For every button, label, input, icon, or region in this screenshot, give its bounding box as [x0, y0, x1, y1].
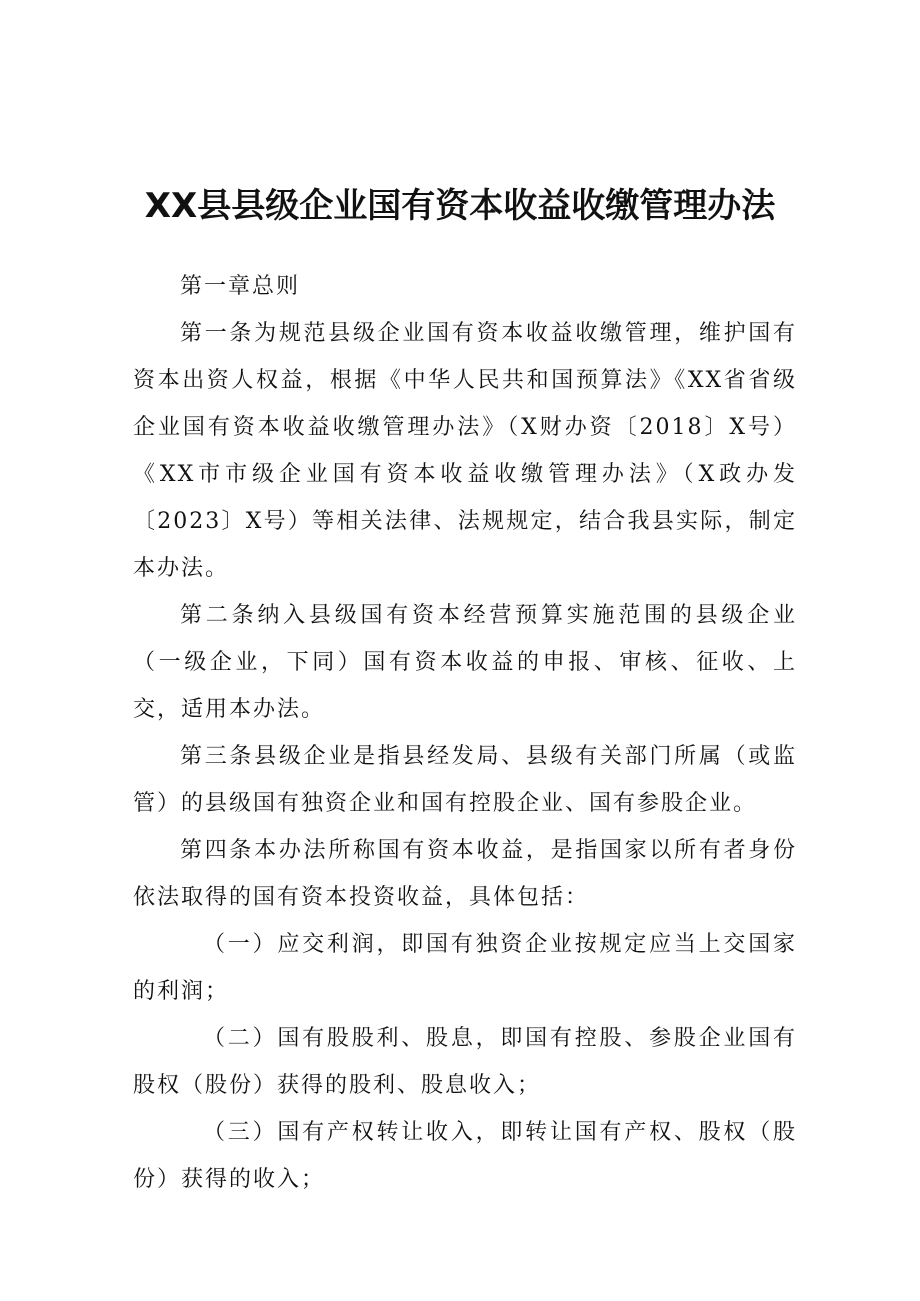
list-item: （三）国有产权转让收入，即转让国有产权、股权（股份）获得的收入； — [133, 1120, 797, 1192]
list-item: （二）国有股股利、股息，即国有控股、参股企业国有股权（股份）获得的股利、股息收入； — [133, 1026, 797, 1098]
document-body — [133, 263, 797, 1203]
chapter-heading: 第一章总则 — [180, 274, 301, 299]
article-4: 第四条本办法所称国有资本收益，是指国家以所有者身份依法取得的国有资本投资收益，具体包括： — [133, 838, 797, 910]
list-item: （一）应交利润，即国有独资企业按规定应当上交国家的利润； — [133, 932, 797, 1004]
article-2: 第二条纳入县级国有资本经营预算实施范围的县级企业（一级企业，下同）国有资本收益的申报、审核、征收、上交，适用本办法。 — [133, 603, 797, 722]
article-3: 第三条县级企业是指县经发局、县级有关部门所属（或监管）的县级国有独资企业和国有控股企业、国有参股企业。 — [133, 744, 797, 816]
document-title: XX县县级企业国有资本收益收缴管理办法 — [144, 186, 776, 226]
article-1: 第一条为规范县级企业国有资本收益收缴管理，维护国有资本出资人权益，根据《中华人民共和国预算法》《XX省省级企业国有资本收益收缴管理办法》（X财办资〔2018〕X号）《XX市市级企业国有资本收益收缴管理办法》（X政办发〔2023〕X号）等相关法律、法规规定，结合我县实际，制定本办法。 — [133, 321, 797, 581]
